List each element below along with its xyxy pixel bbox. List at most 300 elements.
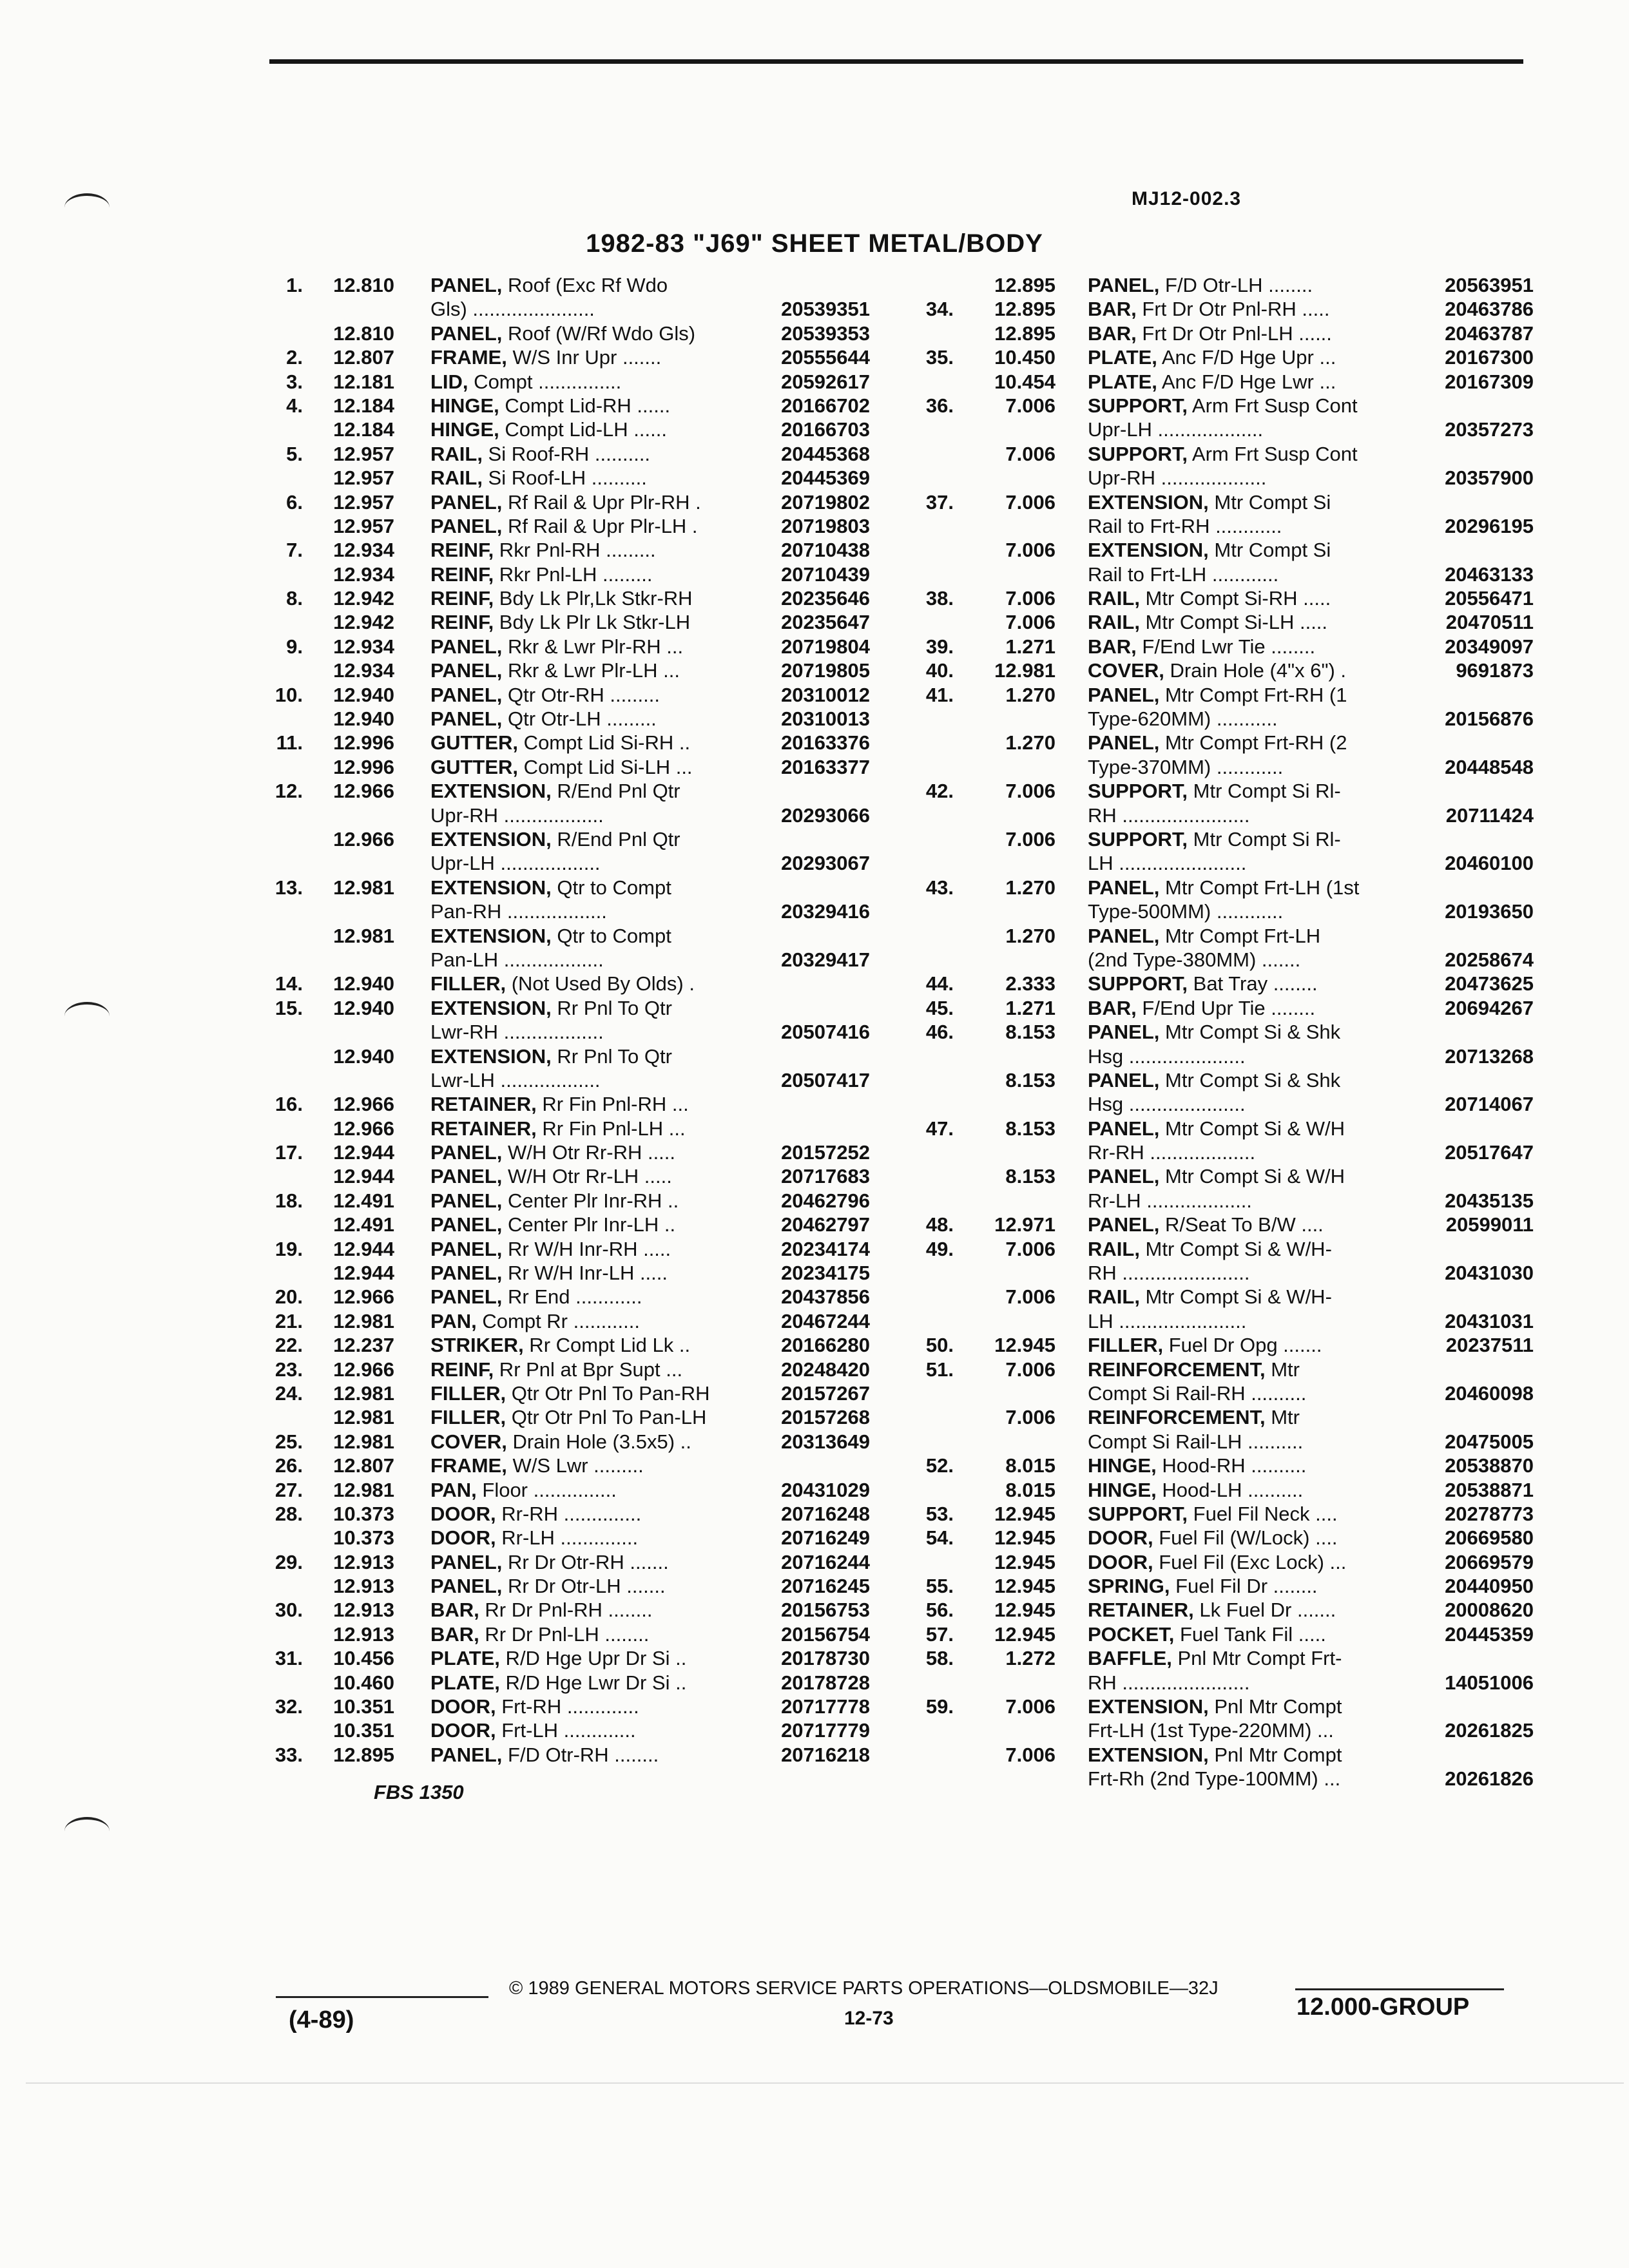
item-number: 3. [286, 370, 303, 393]
parts-list-row [909, 1598, 1540, 1622]
catalog-group-code: 7.006 [1005, 1285, 1055, 1309]
part-description [1088, 1405, 1429, 1429]
item-number: 23. [275, 1358, 303, 1381]
part-name: PANEL, [1088, 683, 1160, 706]
catalog-group-code: 12.971 [994, 1213, 1055, 1236]
parts-list-row [258, 972, 876, 995]
part-detail: Mtr Compt Si & W/H- [1139, 1237, 1332, 1260]
part-description [430, 1502, 772, 1526]
part-detail: Rr Pnl To Qtr [551, 996, 672, 1019]
catalog-group-code: 12.895 [994, 322, 1055, 345]
parts-list-row [258, 635, 876, 658]
part-detail: F/D Otr-LH ........ [1159, 274, 1313, 296]
page-number: 12-73 [844, 2008, 894, 2029]
part-name: PANEL, [430, 1189, 503, 1212]
part-description [1088, 803, 1429, 827]
part-detail: Frt-RH ............. [496, 1695, 639, 1718]
part-detail: Rkr & Lwr Plr-LH ... [502, 659, 680, 682]
part-name: FILLER, [430, 972, 506, 995]
catalog-group-code: 12.966 [333, 780, 394, 803]
part-description [430, 1574, 772, 1598]
part-number: 20470511 [1445, 611, 1534, 634]
parts-list-row [909, 466, 1540, 490]
part-name: EXTENSION, [1088, 1695, 1209, 1718]
footer-rule-right [1295, 1988, 1504, 1990]
part-description [430, 635, 772, 658]
part-description [1088, 273, 1429, 297]
part-number: 20719804 [781, 635, 870, 658]
part-name: PANEL, [430, 514, 503, 537]
catalog-group-code: 12.981 [333, 1406, 394, 1429]
part-detail: F/D Otr-RH ........ [502, 1743, 659, 1766]
part-detail: Rr W/H Inr-RH ..... [502, 1237, 671, 1260]
item-number: 2. [286, 346, 303, 369]
item-number: 14. [275, 972, 303, 995]
catalog-group-code: 1.270 [1005, 683, 1055, 706]
part-number: 20357273 [1445, 418, 1534, 441]
parts-list-row [909, 972, 1540, 995]
parts-list-row [258, 1020, 876, 1044]
part-description [430, 1718, 772, 1742]
part-number: 20463787 [1445, 322, 1534, 345]
part-detail: Compt Si Rail-LH .......... [1088, 1430, 1304, 1453]
part-description [430, 322, 772, 345]
part-detail: Rr-LH ................... [1088, 1189, 1252, 1212]
catalog-group-code: 12.810 [333, 274, 394, 296]
item-number: 51. [925, 1358, 954, 1381]
part-description [430, 1237, 772, 1261]
part-description [430, 370, 772, 394]
part-name: EXTENSION, [430, 780, 552, 803]
part-number: 20156753 [781, 1599, 870, 1622]
part-description [430, 707, 772, 731]
part-description [1088, 1598, 1429, 1622]
part-number: 20538871 [1445, 1478, 1534, 1501]
part-detail: Upr-LH ................... [1088, 418, 1264, 441]
part-detail: Rr Dr Otr-RH ....... [502, 1550, 669, 1573]
part-detail: Fuel Fil (W/Lock) .... [1153, 1526, 1338, 1550]
parts-list-row [909, 1574, 1540, 1598]
part-detail: Mtr Compt Frt-RH (2 [1159, 731, 1347, 754]
part-detail: Fuel Fil Dr ........ [1170, 1575, 1318, 1598]
part-description [430, 1285, 772, 1309]
parts-list-row [258, 1358, 876, 1381]
part-name: SUPPORT, [1088, 1502, 1188, 1525]
part-detail: Mtr Compt Si & W/H [1159, 1117, 1345, 1140]
part-number: 20592617 [781, 370, 870, 393]
part-name: FRAME, [430, 346, 507, 369]
part-number: 20349097 [1445, 635, 1534, 658]
parts-list-row [258, 1574, 876, 1598]
part-name: HINGE, [1088, 1478, 1157, 1501]
part-detail: Arm Frt Susp Cont [1188, 442, 1358, 465]
part-description [1088, 1695, 1429, 1718]
part-detail: Mtr [1265, 1406, 1300, 1429]
part-detail: Frt Dr Otr Pnl-LH ...... [1136, 322, 1332, 345]
top-rule [269, 59, 1523, 64]
part-number: 20157268 [781, 1406, 870, 1429]
part-detail: Rail to Frt-RH ............ [1088, 514, 1282, 537]
item-number: 59. [925, 1695, 954, 1718]
catalog-group-code: 12.895 [994, 274, 1055, 296]
part-number: 20329416 [781, 900, 870, 923]
item-number: 58. [925, 1647, 954, 1670]
part-name: PANEL, [430, 1237, 503, 1260]
part-detail: Mtr Compt Frt-RH (1 [1159, 683, 1347, 706]
part-description [1088, 514, 1429, 538]
part-name: PANEL, [430, 1141, 503, 1164]
catalog-group-code: 10.351 [333, 1695, 394, 1718]
item-number: 1. [286, 274, 303, 296]
part-detail: Bat Tray ........ [1188, 972, 1318, 995]
parts-list-row [909, 731, 1540, 754]
catalog-group-code: 12.934 [333, 659, 394, 682]
item-number: 27. [275, 1478, 303, 1501]
part-name: POCKET, [1088, 1622, 1175, 1646]
part-description [1088, 394, 1429, 418]
part-name: REINF, [430, 562, 494, 586]
part-number: 20475005 [1445, 1430, 1534, 1453]
parts-list-row [258, 273, 876, 297]
part-detail: Upr-LH .................. [430, 852, 601, 875]
part-number: 20278773 [1445, 1502, 1534, 1525]
catalog-group-code: 1.270 [1005, 876, 1055, 899]
part-detail: Fuel Dr Opg ....... [1163, 1334, 1322, 1357]
part-detail: Mtr Compt Si & W/H [1159, 1165, 1345, 1188]
catalog-group-code: 7.006 [1005, 587, 1055, 610]
part-name: PANEL, [1088, 731, 1160, 754]
parts-list-row [258, 948, 876, 972]
parts-list-row [909, 394, 1540, 418]
item-number: 36. [925, 394, 954, 417]
part-description [1088, 610, 1429, 634]
part-name: BAR, [1088, 996, 1137, 1019]
parts-list-row [909, 707, 1540, 731]
part-name: PANEL, [430, 490, 503, 514]
part-number: 20719803 [781, 514, 870, 537]
part-name: PANEL, [430, 635, 503, 658]
part-description [1088, 466, 1429, 490]
part-detail: Roof (W/Rf Wdo Gls) [502, 322, 696, 345]
parts-list-row [909, 827, 1540, 851]
part-name: PANEL, [430, 707, 503, 731]
part-name: DOOR, [430, 1719, 496, 1742]
part-detail: Si Roof-RH .......... [482, 442, 651, 465]
part-name: BAR, [430, 1622, 479, 1646]
item-number: 31. [275, 1647, 303, 1670]
part-name: COVER, [430, 1430, 507, 1453]
part-name: BAR, [1088, 635, 1137, 658]
part-number: 20463133 [1445, 562, 1534, 586]
part-detail: Mtr Compt Si [1208, 539, 1331, 562]
part-number: 20163376 [781, 731, 870, 754]
parts-list-row [258, 418, 876, 441]
part-detail: Compt Lid-RH ...... [499, 394, 671, 417]
part-number: 20431030 [1445, 1262, 1534, 1285]
item-number: 4. [286, 394, 303, 417]
part-number: 20357900 [1445, 466, 1534, 490]
part-detail: Type-620MM) ........... [1088, 707, 1278, 731]
part-number: 20462797 [781, 1213, 870, 1236]
item-number: 52. [925, 1454, 954, 1477]
catalog-group-code: 12.944 [333, 1141, 394, 1164]
catalog-group-code: 12.942 [333, 611, 394, 634]
catalog-group-code: 12.945 [994, 1550, 1055, 1573]
part-name: RETAINER, [430, 1093, 537, 1116]
part-description [1088, 1068, 1429, 1092]
part-number: 20166280 [781, 1334, 870, 1357]
part-number: 20313649 [781, 1430, 870, 1453]
part-description [430, 1478, 772, 1502]
parts-list-row [258, 1068, 876, 1092]
part-description [1088, 1020, 1429, 1044]
part-description [430, 996, 772, 1020]
catalog-group-code: 1.271 [1005, 996, 1055, 1019]
parts-list-row [909, 1478, 1540, 1502]
part-name: RAIL, [1088, 1285, 1140, 1309]
item-number: 24. [275, 1381, 303, 1405]
part-number: 20467244 [781, 1309, 870, 1332]
part-description [430, 1743, 772, 1767]
parts-list-row [258, 1092, 876, 1116]
part-number: 9691873 [1456, 659, 1534, 682]
part-description [1088, 1044, 1429, 1068]
catalog-group-code: 12.940 [333, 707, 394, 731]
part-detail: R/End Pnl Qtr [551, 827, 680, 850]
part-number: 20431029 [781, 1478, 870, 1501]
part-description [430, 345, 772, 369]
part-name: PANEL, [1088, 876, 1160, 899]
part-detail: Compt Si Rail-RH .......... [1088, 1381, 1307, 1405]
catalog-group-code: 12.895 [994, 298, 1055, 321]
part-name: EXTENSION, [430, 924, 552, 947]
catalog-group-code: 1.272 [1005, 1647, 1055, 1670]
part-detail: Mtr Compt Frt-LH (1st [1159, 876, 1360, 899]
part-number: 20716245 [781, 1575, 870, 1598]
part-detail: Compt Rr ............ [476, 1309, 640, 1332]
catalog-group-code: 10.373 [333, 1526, 394, 1550]
catalog-group-code: 7.006 [1005, 1406, 1055, 1429]
parts-list-left-column [258, 273, 876, 1767]
part-number: 20248420 [781, 1358, 870, 1381]
part-name: DOOR, [430, 1502, 496, 1525]
item-number: 37. [925, 490, 954, 514]
part-description [1088, 1574, 1429, 1598]
part-detail: Rail to Frt-LH ............ [1088, 562, 1279, 586]
part-number: 20460100 [1445, 852, 1534, 875]
part-name: DOOR, [1088, 1550, 1153, 1573]
part-description [430, 1117, 772, 1140]
parts-list-row [258, 1646, 876, 1670]
parts-list-row [258, 1164, 876, 1188]
part-detail: LH ....................... [1088, 1309, 1247, 1332]
part-description [1088, 1189, 1429, 1213]
item-number: 25. [275, 1430, 303, 1453]
part-description [1088, 1237, 1429, 1261]
part-detail: Compt Lid-LH ...... [499, 418, 667, 441]
part-description [430, 924, 772, 948]
part-name: BAR, [1088, 322, 1137, 345]
parts-list-row [909, 996, 1540, 1020]
part-detail: W/S Lwr ......... [506, 1454, 644, 1477]
part-description [1088, 442, 1429, 466]
part-name: PANEL, [1088, 1117, 1160, 1140]
part-detail: Frt Dr Otr Pnl-RH ..... [1136, 298, 1330, 321]
item-number: 26. [275, 1454, 303, 1477]
catalog-group-code: 10.450 [994, 346, 1055, 369]
parts-list-row [258, 803, 876, 827]
parts-list-row [909, 586, 1540, 610]
part-number: 20435135 [1445, 1189, 1534, 1212]
item-number: 55. [925, 1575, 954, 1598]
catalog-group-code: 12.237 [333, 1334, 394, 1357]
part-description [1088, 1309, 1429, 1333]
part-description [430, 755, 772, 779]
item-number: 42. [925, 780, 954, 803]
part-description [1088, 1092, 1429, 1116]
catalog-group-code: 12.945 [994, 1575, 1055, 1598]
part-name: HINGE, [430, 418, 499, 441]
item-number: 47. [925, 1117, 954, 1140]
part-description [430, 1526, 772, 1550]
part-description [1088, 1526, 1429, 1550]
part-detail: Mtr Compt Si-RH ..... [1139, 587, 1331, 610]
catalog-group-code: 7.006 [1005, 1358, 1055, 1381]
parts-list-row [909, 297, 1540, 321]
part-detail: W/S Inr Upr ....... [506, 346, 662, 369]
part-description [430, 1430, 772, 1454]
part-description [1088, 586, 1429, 610]
catalog-group-code: 12.184 [333, 418, 394, 441]
copyright-notice: © 1989 GENERAL MOTORS SERVICE PARTS OPERATIONS—OLDSMOBILE—32J [509, 1978, 1219, 1999]
parts-list-row [909, 803, 1540, 827]
part-description [1088, 1550, 1429, 1574]
part-number: 20008620 [1445, 1599, 1534, 1622]
part-name: PANEL, [430, 274, 503, 296]
part-number: 20234174 [781, 1237, 870, 1260]
parts-list-row [909, 322, 1540, 345]
catalog-group-code: 12.181 [333, 370, 394, 393]
part-detail: Rf Rail & Upr Plr-LH . [502, 514, 698, 537]
item-number: 41. [925, 683, 954, 706]
part-detail: Anc F/D Hge Upr ... [1157, 346, 1336, 369]
part-detail: Mtr [1265, 1358, 1300, 1381]
catalog-group-code: 7.006 [1005, 1695, 1055, 1718]
part-detail: Mtr Compt Si [1208, 490, 1331, 514]
parts-list-row [909, 514, 1540, 538]
part-number: 20717683 [781, 1165, 870, 1188]
part-detail: Rkr Pnl-RH ......... [494, 539, 656, 562]
parts-list-right-column [909, 273, 1540, 1791]
item-number: 38. [925, 587, 954, 610]
part-number: 20713268 [1445, 1044, 1534, 1068]
part-name: PAN, [430, 1309, 477, 1332]
parts-list-row [909, 1405, 1540, 1429]
parts-list-row [909, 1381, 1540, 1405]
part-detail: Roof (Exc Rf Wdo [502, 274, 668, 296]
catalog-group-code: 12.966 [333, 1093, 394, 1116]
parts-list-row [909, 683, 1540, 707]
part-name: DOOR, [430, 1526, 496, 1550]
catalog-group-code: 12.945 [994, 1599, 1055, 1622]
part-number: 20178730 [781, 1647, 870, 1670]
part-detail: Compt ............... [468, 370, 622, 393]
part-number: 20517647 [1445, 1141, 1534, 1164]
binder-hole-mark [64, 1817, 110, 1845]
fbs-code: FBS 1350 [374, 1781, 464, 1803]
part-description [1088, 345, 1429, 369]
part-name: PANEL, [430, 1550, 503, 1573]
part-description [1088, 297, 1429, 321]
parts-list-row [909, 1646, 1540, 1670]
catalog-group-code: 12.934 [333, 562, 394, 586]
part-name: LID, [430, 370, 468, 393]
parts-list-row [909, 610, 1540, 634]
parts-list-row [909, 418, 1540, 441]
catalog-group-code: 12.913 [333, 1622, 394, 1646]
part-number: 20157267 [781, 1381, 870, 1405]
part-name: PANEL, [430, 1285, 503, 1309]
catalog-group-code: 12.895 [333, 1743, 394, 1766]
part-description [430, 1261, 772, 1285]
part-number: 20717778 [781, 1695, 870, 1718]
part-number: 20719805 [781, 659, 870, 682]
parts-list-row [909, 1261, 1540, 1285]
part-detail: Drain Hole (4"x 6") . [1164, 659, 1347, 682]
bottom-rule [26, 2082, 1624, 2084]
part-name: RAIL, [1088, 1237, 1140, 1260]
parts-list-row [258, 731, 876, 754]
part-name: RETAINER, [1088, 1599, 1194, 1622]
part-detail: Rr Compt Lid Lk .. [523, 1334, 691, 1357]
part-number: 20710438 [781, 539, 870, 562]
part-name: PLATE, [1088, 346, 1157, 369]
part-detail: Qtr Otr-LH ......... [502, 707, 657, 731]
catalog-group-code: 8.153 [1005, 1068, 1055, 1091]
parts-list-row [909, 1285, 1540, 1309]
catalog-group-code: 12.981 [333, 876, 394, 899]
part-description [430, 1309, 772, 1333]
catalog-group-code: 12.944 [333, 1165, 394, 1188]
part-number: 20166702 [781, 394, 870, 417]
parts-list-row [258, 586, 876, 610]
part-detail: Mtr Compt Si-LH ..... [1139, 611, 1328, 634]
parts-list-row [909, 1237, 1540, 1261]
part-name: SUPPORT, [1088, 827, 1188, 850]
part-number: 20157252 [781, 1141, 870, 1164]
parts-list-row [909, 1020, 1540, 1044]
part-name: EXTENSION, [430, 996, 552, 1019]
parts-list-row [909, 1189, 1540, 1213]
item-number: 35. [925, 346, 954, 369]
part-description [1088, 731, 1429, 754]
catalog-group-code: 7.006 [1005, 394, 1055, 417]
catalog-group-code: 7.006 [1005, 490, 1055, 514]
parts-list-row [909, 635, 1540, 658]
parts-list-row [909, 658, 1540, 682]
catalog-group-code: 10.351 [333, 1719, 394, 1742]
item-number: 34. [925, 298, 954, 321]
part-description [1088, 827, 1429, 851]
catalog-group-code: 8.153 [1005, 1117, 1055, 1140]
catalog-group-code: 12.934 [333, 635, 394, 658]
part-name: REINFORCEMENT, [1088, 1406, 1266, 1429]
part-number: 20716248 [781, 1502, 870, 1525]
part-detail: Frt-LH ............. [496, 1719, 636, 1742]
group-label: 12.000-GROUP [1296, 1994, 1470, 2021]
part-description [430, 418, 772, 441]
catalog-group-code: 12.942 [333, 587, 394, 610]
